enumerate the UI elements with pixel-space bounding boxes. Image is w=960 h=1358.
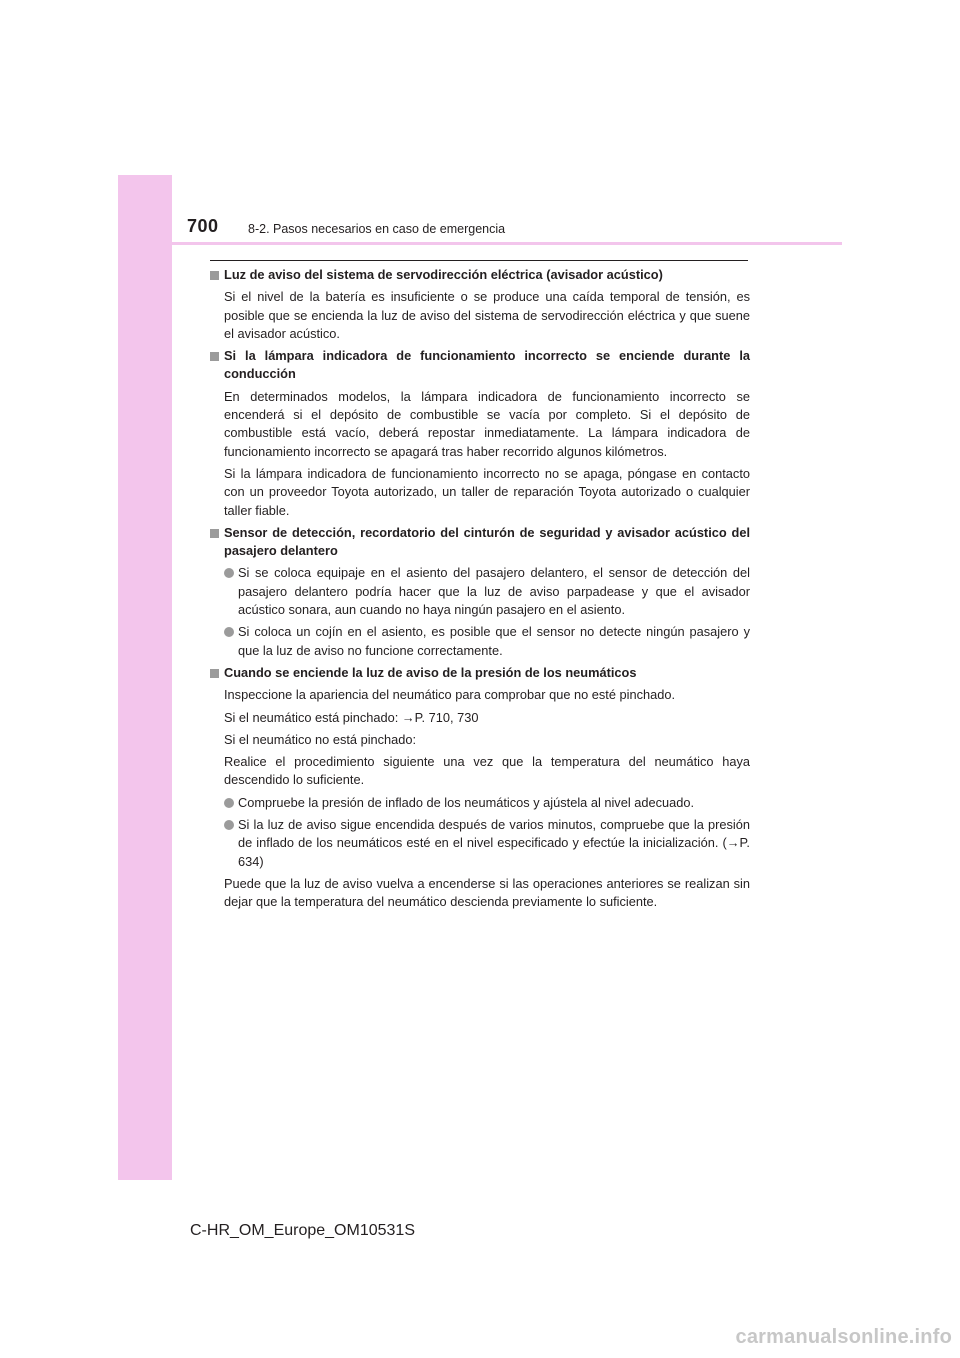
paragraph: Si la lámpara indicadora de funcionamiento incorrecto no se apaga, póngase en contacto con un proveedor Toyota autorizado, un taller de reparación Toyota autorizado o cualquier taller fiable. bbox=[224, 465, 750, 518]
section-passenger-sensor bbox=[210, 524, 750, 660]
paragraph: En determinados modelos, la lámpara indicadora de funcionamiento incorrecto se encenderá si el depósito de combustible se vacía por completo. Si el depósito de combustible está vacío, deberá repostar inmediatamente. La lámpara indicadora de funcionamiento incorrecto se apagará tras haber recorrido algunos kilómetros. bbox=[224, 388, 750, 459]
round-bullet-icon bbox=[224, 798, 234, 808]
header-rule bbox=[172, 242, 842, 245]
paragraph: Inspeccione la apariencia del neumático para comprobar que no esté pinchado. bbox=[224, 687, 676, 703]
section-power-steering bbox=[210, 266, 750, 343]
square-bullet-icon bbox=[210, 669, 219, 678]
document-id: C-HR_OM_Europe_OM10531S bbox=[190, 1222, 415, 1239]
square-bullet-icon bbox=[210, 529, 219, 538]
paragraph: Si el neumático está pinchado: →P. 710, 730 bbox=[224, 709, 479, 725]
section-title: 8-2. Pasos necesarios en caso de emergencia bbox=[248, 222, 506, 236]
square-bullet-icon bbox=[210, 352, 219, 361]
square-bullet-icon bbox=[210, 271, 219, 280]
bullet-item: Compruebe la presión de inflado de los neumáticos y ajústela al nivel adecuado. bbox=[224, 794, 750, 812]
bullet-item: Si la luz de aviso sigue encendida después de varios minutos, compruebe que la presión de inflado de los neumáticos esté en el nivel especificado y efectúe la inicialización. (→P. 634) bbox=[224, 816, 750, 871]
round-bullet-icon bbox=[224, 568, 234, 578]
page-content bbox=[210, 266, 750, 916]
page-number: 700 bbox=[187, 216, 219, 236]
paragraph: Puede que la luz de aviso vuelva a encenderse si las operaciones anteriores se realizan sin dejar que la temperatura del neumático descienda previamente lo suficiente. bbox=[224, 875, 750, 910]
round-bullet-icon bbox=[224, 627, 234, 637]
content-top-rule bbox=[210, 260, 748, 261]
bullet-item: Si coloca un cojín en el asiento, es posible que el sensor no detecte ningún pasajero y que la luz de aviso no funcione correctamente. bbox=[224, 623, 750, 660]
side-tab-band bbox=[118, 175, 172, 1180]
section-heading: Luz de aviso del sistema de servodirección eléctrica (avisador acústico) bbox=[210, 266, 750, 284]
section-heading: Si la lámpara indicadora de funcionamiento incorrecto se enciende durante la conducción bbox=[210, 347, 750, 384]
bullet-item: Si se coloca equipaje en el asiento del pasajero delantero, el sensor de detección del pasajero delantero podría hacer que la luz de aviso parpadease y que el avisador acústico sonara, aun cuando no haya ningún pasajero en el asiento. bbox=[224, 564, 750, 619]
section-heading: Sensor de detección, recordatorio del cinturón de seguridad y avisador acústico del pasajero delantero bbox=[210, 524, 750, 561]
section-heading: Cuando se enciende la luz de aviso de la presión de los neumáticos bbox=[210, 664, 750, 682]
round-bullet-icon bbox=[224, 820, 234, 830]
paragraph: Si el neumático no está pinchado: bbox=[224, 731, 417, 747]
paragraph: Si el nivel de la batería es insuficiente o se produce una caída temporal de tensión, es posible que se encienda la luz de aviso del sistema de servodirección eléctrica y que suene el avisador acústico. bbox=[224, 289, 750, 341]
section-tire-pressure bbox=[210, 664, 750, 912]
paragraph: Realice el procedimiento siguiente una vez que la temperatura del neumático haya descendido lo suficiente. bbox=[224, 754, 750, 788]
watermark: carmanualsonline.info bbox=[735, 1326, 952, 1348]
section-malfunction-lamp bbox=[210, 347, 750, 520]
